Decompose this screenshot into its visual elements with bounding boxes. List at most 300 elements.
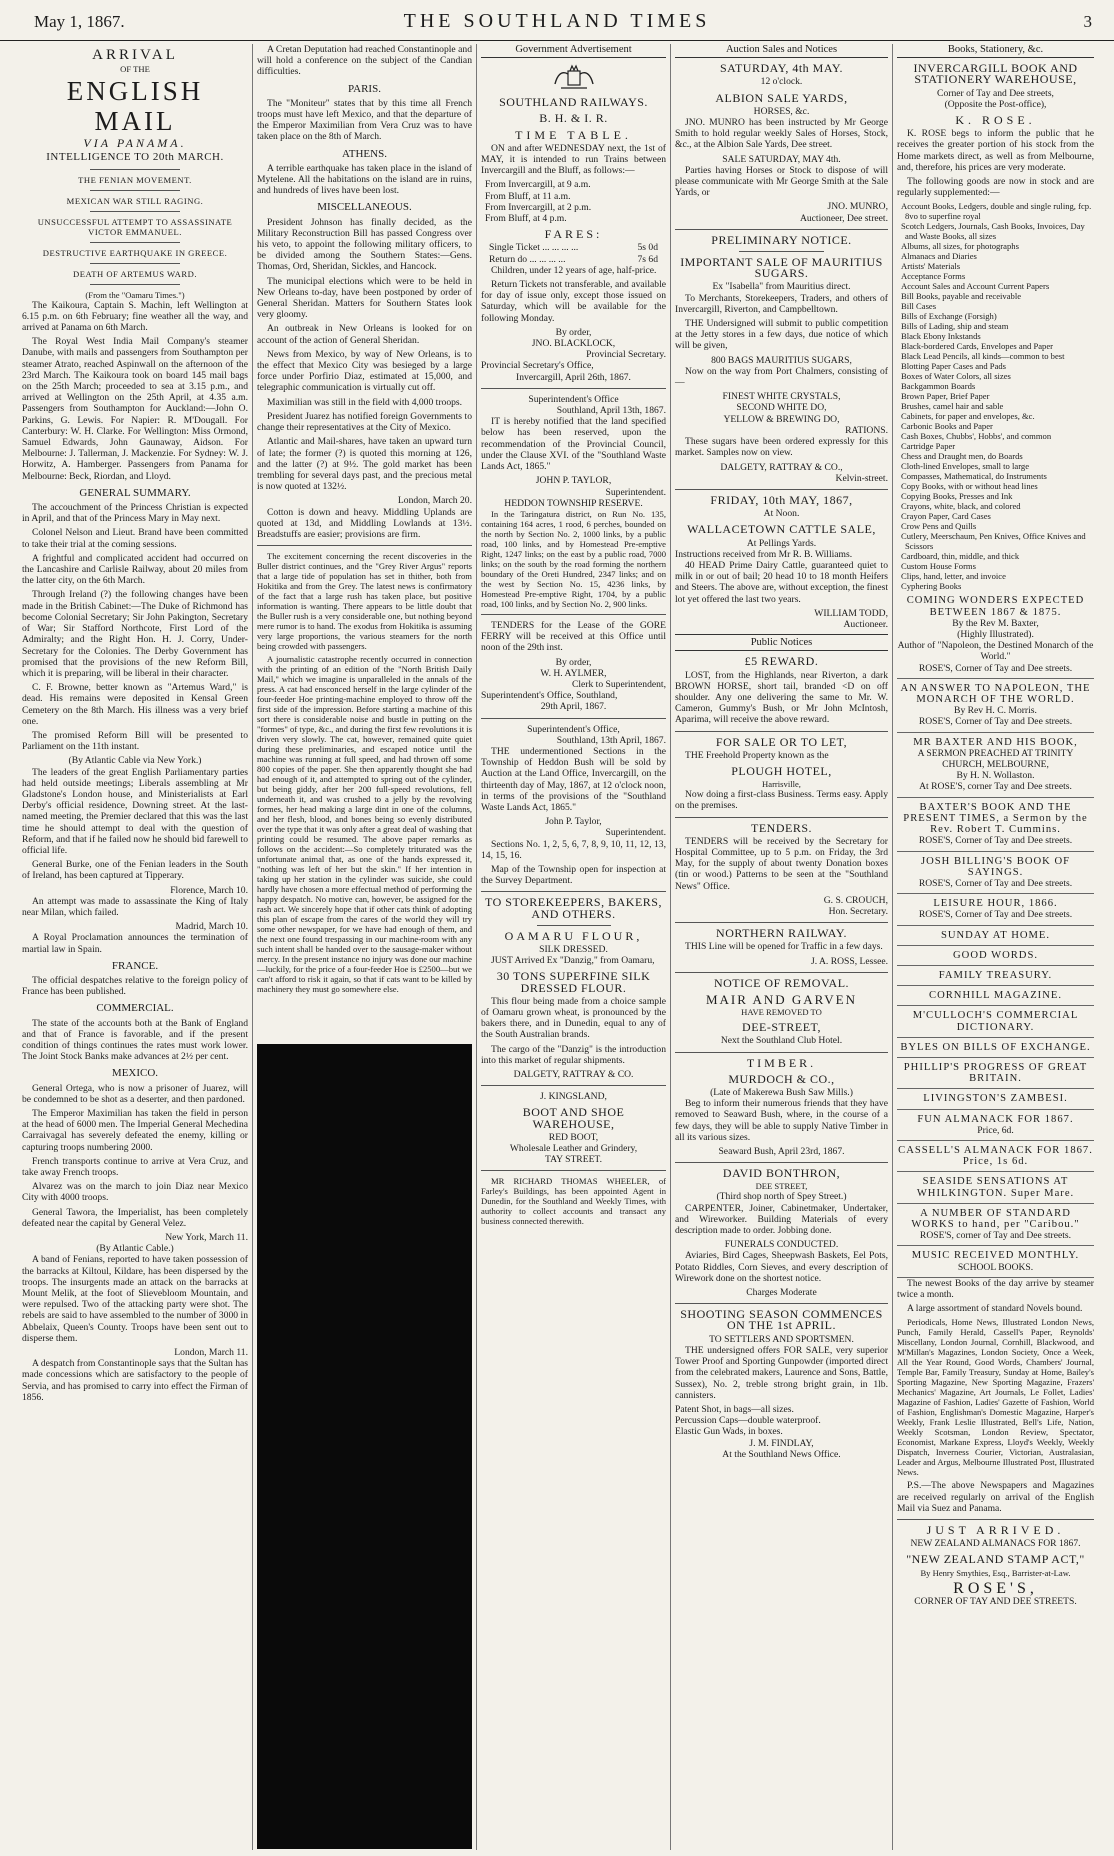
signature-title: Auctioneer, Dee street. — [799, 212, 888, 224]
signature-title: Provincial Secretary. — [586, 349, 666, 361]
settlers-sportsmen: TO SETTLERS AND SPORTSMEN. — [709, 1333, 854, 1345]
advertiser: DALGETY, RATTRAY & CO., — [720, 461, 843, 473]
bonthron-location: (Third shop north of Spey Street.) — [716, 1191, 847, 1203]
office-line: Superintendent's Office, Southland, — [481, 690, 618, 702]
horses-line: HORSES, &c. — [753, 105, 810, 117]
list-item: Brushes, camel hair and sable — [901, 401, 1004, 412]
notice-text: Aviaries, Bird Cages, Sheepwash Baskets, Eel Pots, Potato Riddles, Corn Sieves, and every description of Wirework done on the shortest notice. — [675, 1250, 888, 1284]
article-paragraph: A terrible earthquake has taken place in the island of Mytelene. All the habitations on the island are in ruins, and hundreds of lives have been lost. — [257, 162, 472, 197]
article-paragraph: President Juarez has notified foreign Governments to change their representatives at the City of Mexico. — [257, 410, 472, 434]
book-ad-title: SEASIDE SENSATIONS AT WHILKINGTON. Super Mare. — [916, 1176, 1075, 1199]
divider — [481, 614, 666, 615]
article-paragraph: An outbreak in New Orleans is looked for on account of the action of General Sheridan. — [257, 323, 472, 346]
item-line: Percussion Caps—double waterproof. — [675, 1415, 821, 1427]
signature-title: Auctioneer. — [843, 618, 888, 630]
notice-text: ON and after WEDNESDAY next, the 1st of MAY, it is intended to run Trains between Invercargill and the Bluff, as follows:— — [481, 142, 666, 177]
book-ad-title: FUN ALMANACK FOR 1867. — [917, 1113, 1074, 1125]
book-ad-author: By H. N. Wollaston. — [956, 770, 1035, 782]
signature: J. M. FINDLAY, — [749, 1437, 814, 1449]
book-ad — [897, 591, 1094, 678]
mair-garven: MAIR AND GARVEN — [705, 992, 858, 1008]
article-paragraph: Through Ireland (?) the following changes have been made in the British Cabinet:—The Duke of Richmond has become Colonial Secretary; Sir John Pakington, Secretary of War; Sir Stafford Northcote, First Lord of the Admiralty; and the Right Hon. H. J. Corry, Under-Secretary for the Colonies. The Derby Government has promised that the provisions of the new Reform Bill, which it is preparing, will be liberal in their character. — [22, 589, 248, 679]
list-item: Cyphering Books — [901, 581, 962, 592]
silk-dressed: SILK DRESSED. — [539, 943, 608, 955]
book-ad-store: ROSE'S, corner of Tay and Dee streets. — [919, 1230, 1072, 1242]
article-paragraph: A despatch from Constantinople says that the Sultan has made concessions which are satisfactory to the people of Servia, and has promised to carry into effect the Firman of 1856. — [22, 1358, 248, 1403]
book-ad-title: LIVINGSTON'S ZAMBESI. — [923, 1093, 1068, 1105]
list-item: Account Books, Ledgers, double and single ruling, fcp. 8vo to superfine royal — [901, 201, 1092, 222]
list-item: Cash Boxes, Chubbs', Hobbs', and common — [901, 431, 1052, 442]
article-paragraph: The Emperor Maximilian has taken the field in person at the head of 6000 men. The Imperial General Mechedina Carraivagal has severely defeated the enemy, killing or capturing troops numbering 2000. — [22, 1108, 248, 1153]
book-ad-store: ROSE'S, Corner of Tay and Dee streets. — [918, 877, 1073, 889]
list-item: Cardboard, thin, middle, and thick — [901, 551, 1020, 562]
office-date: Invercargill, April 26th, 1867. — [516, 371, 631, 383]
section-france: FRANCE. — [111, 959, 159, 972]
list-item: Boxes of Water Colors, all sizes — [901, 371, 1011, 382]
book-ad — [897, 946, 1094, 966]
article-paragraph: The Kaikoura, Captain S. Machin, left Wellington at 6.15 p.m. on 6th February; fine weather all the way, and arrived at Panama on 6th March. — [22, 299, 248, 334]
article-paragraph: The excitement concerning the recent discoveries in the Buller district continues, and the "Grey River Argus" reports that a large tide of population has set in thither, both from Hokitika and from the Grey. The latest news is confirmatory of the fact that a large rush has taken place, but positive information is wanting. There appears to be little doubt that the Buller rush is a very considerable one, but nothing beyond mere rumor is to hand. The exodus from Hokitika is assuming very large proportions, the various steamers for the north being crowded with passengers. — [257, 551, 472, 652]
notice-text: Map of the Township open for inspection at the Survey Department. — [481, 863, 666, 887]
by-order: By order, — [555, 656, 592, 668]
notice-text: To Merchants, Storekeepers, Traders, and others of Invercargill, Riverton, and Campbelltown. — [675, 292, 888, 315]
for-sale-heading: FOR SALE OR TO LET, — [715, 734, 848, 749]
headline-intelligence: INTELLIGENCE TO 20th MARCH. — [46, 151, 224, 164]
book-ad-title: LEISURE HOUR, 1866. — [933, 898, 1058, 910]
book-ad-title: BYLES ON BILLS OF EXCHANGE. — [900, 1041, 1091, 1053]
list-item: Crow Pens and Quills — [901, 521, 977, 532]
divider — [481, 1085, 666, 1086]
book-ad-store: ROSE'S, Corner of Tay and Dee streets. — [918, 909, 1073, 921]
fare-row — [481, 254, 666, 265]
signature: J. A. ROSS, Lessee. — [810, 955, 888, 967]
divider — [537, 925, 611, 926]
divider — [675, 489, 888, 490]
advertiser-address: Kelvin-street. — [835, 472, 888, 484]
article-paragraph: General Tawora, the Imperialist, has been completely defeated near the capital by General Velez. — [22, 1206, 248, 1229]
article-paragraph: Colonel Nelson and Lieut. Brand have been committed to take their trial at the coming sessions. — [22, 527, 248, 550]
book-ad — [897, 894, 1094, 925]
headline-earthquake: DESTRUCTIVE EARTHQUAKE IN GREECE. — [42, 247, 228, 258]
book-ad-store: ROSE'S, Corner of Tay and Dee streets. — [918, 662, 1073, 674]
book-ad-title: BAXTER'S BOOK AND THE PRESENT TIMES, a Sermon by the Rev. Robert T. Cummins. — [903, 801, 1088, 836]
divider — [257, 545, 472, 546]
dateline: London, March 11. — [174, 1347, 248, 1359]
item-line: Patent Shot, in bags—all sizes. — [675, 1403, 794, 1415]
fare-label: Return do ... ... ... ... — [489, 253, 566, 265]
column-heading: Government Advertisement — [481, 44, 666, 58]
divider — [90, 263, 180, 264]
fares-title: FARES: — [544, 227, 603, 242]
notice-text: 40 HEAD Prime Dairy Cattle, guaranteed quiet to milk in or out of bail; 20 head 10 to 18 month Heifers and Steers. The above are, without exception, the finest lot yet offered the last two years. — [675, 559, 888, 605]
pellings-yards: At Pellings Yards. — [746, 537, 817, 549]
charges: Charges Moderate — [746, 1287, 817, 1299]
book-ad-title: CORNHILL MAGAZINE. — [929, 990, 1062, 1002]
article-paragraph: Atlantic and Mail-shares, have taken an upward turn of late; the former (?) is quoted this morning at 126, and the latter (?) at 9½. The gold market has been trembling for several days past, and the precious metal is now quoted at 132½. — [257, 436, 472, 493]
book-ad-note: A SERMON PREACHED AT TRINITY CHURCH, MELBOURNE, — [917, 747, 1074, 771]
book-ad-title: SUNDAY AT HOME. — [940, 929, 1051, 941]
northern-railway: NORTHERN RAILWAY. — [716, 926, 847, 941]
book-ad-price: Price, 6d. — [977, 1124, 1014, 1136]
page-number: 3 — [1083, 12, 1092, 31]
stock-list — [897, 201, 1094, 591]
divider — [739, 251, 824, 252]
list-item: Backgammon Boards — [901, 381, 976, 392]
column-heading: Books, Stationery, &c. — [897, 44, 1094, 58]
section-commercial: COMMERCIAL. — [96, 1002, 174, 1015]
book-ad-store: ROSE'S, Corner of Tay and Dee streets. — [918, 835, 1073, 847]
damaged-area — [257, 1044, 472, 1849]
book-ad-title: PHILLIP'S PROGRESS OF GREAT BRITAIN. — [903, 1061, 1088, 1085]
office-date: 29th April, 1867. — [540, 701, 607, 713]
heddon-reserve-title: HEDDON TOWNSHIP RESERVE. — [504, 497, 643, 509]
article-paragraph: A band of Fenians, reported to have taken possession of the barracks at Kiltoul, Kildare, has been dispersed by the troops. The insurgents made an attack on the barracks at Mount Melik, at the foot of Slievebloom Mountain, and were repulsed. Two of the attacking party were shot. The rebels are said to have assembled to the number of 3000 in Abbelaix, Queen's County. Troops have been sent out to disperse them. — [22, 1254, 248, 1344]
signature-title: Superintendent. — [605, 827, 666, 839]
signature-title: At the Southland News Office. — [722, 1448, 841, 1460]
article-paragraph: The state of the accounts both at the Bank of England and that of France is favorable, and if the present condition of things continues the rates must work lower. The Joint Stock Banks make advances at 2½ per cent. — [22, 1017, 248, 1063]
list-item: Clips, hand, letter, and invoice — [901, 571, 1006, 582]
book-ad-author: By Rev H. C. Morris. — [954, 705, 1037, 717]
cattle-sale: WALLACETOWN CATTLE SALE, — [687, 522, 876, 537]
book-ad — [897, 1110, 1094, 1141]
royal-crest-icon — [551, 62, 597, 92]
article-paragraph: General Ortega, who is now a prisoner of Juarez, will be condemned to be shot as a deserter, and then pardoned. — [22, 1082, 248, 1105]
list-item: Crayons, white, black, and colored — [901, 501, 1021, 512]
list-item: Bills of Exchange (Forsigh) — [901, 311, 997, 322]
storekeepers-heading: TO STOREKEEPERS, BAKERS, AND OTHERS. — [485, 895, 662, 921]
book-ad — [897, 1058, 1094, 1089]
signature: G. S. CROUCH, — [823, 894, 888, 906]
dateline: Madrid, March 10. — [175, 921, 248, 933]
office-line: Superintendent's Office — [528, 393, 619, 405]
reward-heading: £5 REWARD. — [744, 654, 819, 669]
divider — [675, 1052, 888, 1053]
notice-text: THE undersigned offers FOR SALE, very superior Tower Proof and Sporting Gunpowder (imported direct from the celebrated makers, Laurence and Sons, Battle, Sussex), No. 2, treble strong bright grain, in 1lb. cannisters. — [675, 1344, 888, 1401]
preliminary-notice: PRELIMINARY NOTICE. — [711, 232, 852, 247]
auction-date: SATURDAY, 4th MAY. — [719, 61, 844, 76]
list-item: Bill Books, payable and receivable — [901, 291, 1022, 302]
notice-text: THE Undersigned will submit to public competition at the Jetty stores in a few days, due notice of which will be given, — [675, 318, 888, 352]
divider — [481, 388, 666, 389]
book-ad — [897, 1006, 1094, 1037]
article-paragraph: Maximilian was still in the field with 4,000 troops. — [267, 396, 463, 408]
tons-heading: 30 TONS SUPERFINE SILK DRESSED FLOUR. — [496, 969, 651, 995]
signature: JOHN P. TAYLOR, — [535, 475, 612, 487]
removal-notice: NOTICE OF REMOVAL. — [713, 975, 850, 990]
book-ad-title: CASSELL'S ALMANACK FOR 1867. Price, 1s 6d. — [898, 1144, 1093, 1168]
signature-title: Hon. Secretary. — [828, 906, 888, 917]
tay-street: TAY STREET. — [545, 1154, 602, 1166]
dateline: London, March 20. — [397, 495, 472, 507]
section-general-summary: GENERAL SUMMARY. — [79, 486, 191, 499]
warehouse-opposite: (Opposite the Post-office), — [944, 98, 1047, 110]
office-line: Provincial Secretary's Office, — [481, 360, 594, 372]
notice-text: Children, under 12 years of age, half-price. — [491, 264, 657, 276]
removed-to: HAVE REMOVED TO — [741, 1007, 822, 1018]
list-item: Cabinets, for paper and envelopes, &c. — [901, 411, 1035, 422]
list-item: Black Ebony Inkstands — [901, 331, 981, 342]
notice-text: Now doing a first-class Business. Terms easy. Apply on the premises. — [675, 789, 888, 812]
book-ad-note: SCHOOL BOOKS. — [957, 1261, 1034, 1273]
column-english-mail — [18, 44, 252, 1850]
fare-row — [481, 242, 666, 253]
train-item: From Invercargill, at 9 a.m. — [485, 179, 591, 191]
list-item: Scotch Ledgers, Journals, Cash Books, Invoices, Day and Waste Books, all sizes — [901, 221, 1085, 242]
list-item: Blotting Paper Cases and Pads — [901, 361, 1007, 372]
list-item: Crayon Paper, Card Cases — [901, 511, 991, 522]
time-table-title: TIME TABLE. — [515, 127, 632, 142]
advertiser: J. KINGSLAND, — [540, 1091, 607, 1103]
section-paris: PARIS. — [348, 82, 381, 95]
notice-text: A large assortment of standard Novels bound. — [907, 1303, 1083, 1315]
oamaru-flour-heading: OAMARU FLOUR, — [504, 928, 643, 943]
rose-name: K. ROSE. — [955, 113, 1036, 128]
just-arrived: JUST ARRIVED. — [926, 1523, 1065, 1537]
headline-artemus-ward: DEATH OF ARTEMUS WARD. — [73, 268, 197, 279]
fare-value: 7s 6d — [637, 253, 658, 265]
list-item: Acceptance Forms — [901, 271, 966, 282]
by-order: By order, — [555, 326, 592, 338]
item-line: Elastic Gun Wads, in boxes. — [675, 1426, 783, 1438]
article-paragraph: President Johnson has finally decided, as the Military Reconstruction Bill has passed Congress over his veto, to appoint the following military officers, to be divided among the Southern States:—Gens. Thomas, Ord, Sheridan, Sickles, and Hancock. — [257, 216, 472, 273]
auction-time: 12 o'clock. — [760, 76, 803, 88]
office-date: Southland, April 13th, 1867. — [556, 405, 666, 417]
divider — [481, 891, 666, 892]
notice-text: Return Tickets not transferable, and available for day of issue only, except those issued on Saturday, which will be available for the following Monday. — [481, 279, 666, 324]
public-notices-heading: Public Notices — [675, 634, 888, 651]
notice-text: P.S.—The above Newspapers and Magazines are received regularly on arrival of the English Mail via Suez and Panama. — [897, 1480, 1094, 1514]
signature: John P. Taylor, — [545, 816, 602, 828]
article-paragraph: A frightful and complicated accident had occurred on the Lancashire and Carlisle Railway, about 20 miles from the latter city, on the 6th March. — [22, 552, 248, 587]
list-item: Chess and Draught men, do Boards — [901, 451, 1023, 462]
divider — [675, 922, 888, 923]
article-paragraph: The promised Reform Bill will be presented to Parliament on the 11th instant. — [22, 729, 248, 753]
office-date: Southland, 13th April, 1867. — [556, 734, 666, 746]
notice-text: THE undermentioned Sections in the Township of Heddon Bush will be sold by Auction at the Land Office, Invercargill, on the thirteenth day of May, 1867, at 12 o'clock noon, in terms of the provisions of the "Southland Waste Lands Act, 1865." — [481, 745, 666, 813]
headline-fenian: THE FENIAN MOVEMENT. — [78, 174, 192, 185]
notice-text: IT is hereby notified that the land specified below has been reserved, upon the recommendation of the Provincial Council, under the Clause XVI. of the "Southland Waste Lands Act, 1865." — [481, 416, 666, 473]
bags-line: 800 BAGS MAURITIUS SUGARS, — [711, 354, 852, 366]
column-auctions — [670, 44, 892, 1850]
book-ad — [897, 986, 1094, 1006]
list-item: Copy Books, with or without head lines — [901, 481, 1038, 492]
list-item: Black-bordered Cards, Envelopes and Paper — [901, 341, 1054, 352]
auction-time: At Noon. — [763, 508, 800, 520]
column-heading: Auction Sales and Notices — [675, 44, 888, 58]
article-paragraph: The municipal elections which were to be held in New Orleans to-day, have been postponed by order of General Sheridan. Matters for Southern States look very gloomy. — [257, 275, 472, 321]
divider — [481, 718, 666, 719]
book-ad — [897, 852, 1094, 895]
signature-title: Clerk to Superintendent, — [571, 678, 666, 690]
notice-text: The cargo of the "Danzig" is the introduction into this market of regular shipments. — [481, 1043, 666, 1066]
tenders-heading: TENDERS. — [751, 820, 812, 835]
cable-note: (By Atlantic Cable.) — [96, 1243, 174, 1255]
roses-address: CORNER OF TAY AND DEE STREETS. — [914, 1595, 1077, 1607]
newspaper-title: THE SOUTHLAND TIMES — [403, 10, 711, 32]
book-ad-title: MUSIC RECEIVED MONTHLY. — [911, 1250, 1080, 1262]
notice-date: Seaward Bush, April 23rd, 1867. — [718, 1146, 845, 1158]
book-ad-title: MR BAXTER AND HIS BOOK, — [913, 736, 1078, 748]
article-paragraph: Cotton is down and heavy. Middling Uplands are quoted at 13d, and Middling Lowlands at 13½. Breadstuffs are easier; provisions are firm. — [257, 506, 472, 540]
list-item: Cartridge Paper — [901, 441, 956, 452]
article-paragraph: C. F. Browne, better known as "Artemus Ward," is dead. His remains were deposited in Kensal Green Cemetery on the 8th March. His illness was a very brief one. — [22, 682, 248, 727]
boot-shoe-heading: BOOT AND SHOE WAREHOUSE, — [522, 1105, 625, 1131]
late-of: (Late of Makerewa Bush Saw Mills.) — [710, 1087, 853, 1099]
bonthron-street: DEE STREET, — [755, 1181, 808, 1192]
stamp-act-author: By Henry Smythies, Esq., Barrister-at-Law. — [920, 1567, 1071, 1578]
heading-via-panama: VIA PANAMA. — [83, 136, 187, 151]
divider — [675, 731, 888, 732]
red-boot: RED BOOT, — [548, 1131, 599, 1143]
divider — [675, 1303, 888, 1304]
bonthron: DAVID BONTHRON, — [722, 1166, 841, 1181]
masthead — [0, 0, 1114, 41]
signature: W. H. AYLMER, — [540, 667, 607, 679]
notice-text: The newest Books of the day arrive by steamer twice a month. — [897, 1277, 1094, 1300]
headline-assassinate: UNSUCCESSFUL ATTEMPT TO ASSASSINATE VICTOR EMMANUEL. — [37, 216, 233, 237]
notice-text: In the Taringatura district, on Run No. 135, containing 164 acres, 1 rood, 6 perches, bounded on the north by Section No. 2, 1000 links, by a public road, 100 links, and by Homestead Pre-emptive Right, 1247 links; on the east by a public road, 7000 links; on the south by the road forming the northern boundary of the Oreti Hundred, 2347 links; and on the west by Section No. 15, 4236 links, by Homestead Pre-emptive Right, 1704, by a public road, 100 links, and by Section No. 2, 900 links. — [481, 508, 666, 609]
signature-title: Superintendent. — [605, 486, 666, 498]
wholesale-line: Wholesale Leather and Grindery, — [509, 1143, 638, 1155]
notice-text: This flour being made from a choice sample of Oamaru grown wheat, is pronounced by the bakers there, and in Dunedin, equal to any of the South Australian brands. — [481, 995, 666, 1041]
harrisville: Harrisville, — [762, 779, 801, 790]
funerals: FUNERALS CONDUCTED. — [724, 1239, 839, 1251]
list-item: Brown Paper, Brief Paper — [901, 391, 990, 402]
roses-name: ROSE'S, — [953, 1579, 1038, 1597]
list-item: Almanacs and Diaries — [901, 251, 977, 262]
signature: JNO. MUNRO, — [827, 201, 888, 213]
notice-text: Now on the way from Port Chalmers, consisting of— — [675, 365, 888, 389]
notice-text: LOST, from the Highlands, near Riverton, a dark BROWN HORSE, short tail, branded <D on off shoulder. Any one delivering the same to Mr. W. Cameron, Gummy's Bush, or Mr John McIntosh, Aparima, will receive the above reward. — [675, 669, 888, 726]
divider — [90, 242, 180, 243]
article-paragraph: The "Moniteur" states that by this time all French troops must have left Mexico, and that the departure of the Emperor Maximilian from Vera Cruz was to have taken place on the 8th of March. — [257, 97, 472, 143]
book-ad — [897, 798, 1094, 852]
book-ad-title: COMING WONDERS EXPECTED BETWEEN 1867 & 1875. — [906, 595, 1085, 618]
notice-text: Parties having Horses or Stock to dispose of will please communicate with Mr George Smith at the Sale Yards, or — [675, 164, 888, 199]
albion-yards: ALBION SALE YARDS, — [715, 90, 848, 105]
next-to-club: Next the Southland Club Hotel. — [720, 1035, 843, 1047]
notice-text: JNO. MUNRO has been instructed by Mr George Smith to hold regular weekly Sales of Horses, Stock, &c., at the Albion Sale Yards, Dee street. — [675, 117, 888, 151]
book-ad-title: GOOD WORDS. — [953, 949, 1038, 961]
book-ad-title: M'CULLOCH'S COMMERCIAL DICTIONARY. — [912, 1010, 1079, 1033]
list-item: Bills of Lading, ship and steam — [901, 321, 1009, 332]
divider — [481, 1170, 666, 1171]
list-item: Copying Books, Presses and Ink — [901, 491, 1013, 502]
article-paragraph: French transports continue to arrive at Vera Cruz, and take away French troops. — [22, 1155, 248, 1179]
divider — [675, 972, 888, 973]
notice-text: TENDERS for the Lease of the GORE FERRY will be received at this Office until noon of the 29th inst. — [481, 619, 666, 654]
article-paragraph: General Burke, one of the Fenian leaders in the South of Ireland, has been captured at Tipperary. — [22, 859, 248, 882]
list-item: Artists' Materials — [901, 261, 961, 272]
notice-text: TENDERS will be received by the Secretary for Hospital Committee, up to 5 p.m. on Friday, the 3rd May, for the supply of about twenty Donation boxes (tin or wood.) Patterns to be seen at the "Southland News" Office. — [675, 835, 888, 892]
section-mexico: MEXICO. — [111, 1067, 159, 1080]
column-books — [892, 44, 1098, 1850]
book-ad — [897, 966, 1094, 986]
notice-text: K. ROSE begs to inform the public that he receives the greater portion of his stock from the Home markets direct, as well as from Melbourne, and, therefore, his prices are very moderate. — [897, 128, 1094, 173]
southland-railways: SOUTHLAND RAILWAYS. — [499, 95, 648, 110]
notice-text: JUST Arrived Ex "Danzig," from Oamaru, — [491, 955, 655, 967]
book-ad — [897, 679, 1094, 733]
article-paragraph: Alvarez was on the march to join Diaz near Mexico City with 4000 troops. — [22, 1181, 248, 1204]
list-item: Cutlery, Meerschaum, Pen Knives, Office Knives and Scissors — [901, 531, 1086, 552]
book-ad-title: A NUMBER OF STANDARD WORKS to hand, per "Caribou." — [911, 1207, 1080, 1230]
list-item: Compasses, Mathematical, do Instruments — [901, 471, 1047, 482]
heading-english-mail: ENGLISH MAIL — [66, 76, 204, 137]
sugar-item: FINEST WHITE CRYSTALS, — [722, 391, 841, 403]
article-paragraph: A journalistic catastrophe recently occurred in connection with the printing of an edition of the "North British Daily Mail," which we imagine is unparalleled in the annals of the press. A cat had ensconced herself in the large cylinder of the four-feeder Hoe printing-machine employed to throw off the first side of the impression. Before starting a machine of this sort there is considerable noise and bustle in putting on the "formes" of type, &c., and during the first few revolutions it is driven very slowly. The cat, however, remained quite quiet during these preliminaries, and escaped notice until the machine was running at full speed, and had thrown off some 800 copies of the paper. She then apparently thought she had had enough of it, and attempted to spring out of the cylinder, but being giddy, after her 200 full-speed revolutions, fell underneath it, and was crushed to a jelly by the revolving formes, her head making a large dint in one of the columns, and her flesh, blood, and bones being so evenly distributed over the type that it was only after a great deal of washing that printing could be resumed. The above paper remarks as follows on the accident:—So completely triturated was the unfortunate animal that, as one of the hands expressed it, "nothing was left of her but the skin." If her intention in taking up her station in the cylinder was suicide, she could hardly have chosen a more effectual method of performing the happy despatch. No motive can, however, be assigned for the rash act. We sincerely hope that if other cats think of adopting this plan of escape from the cares of the world they will try some other newspaper, for we have had enough of them, and the next one found trespassing in our machine-room with any such intent shall be handed over to the sausage-maker without mercy. In the present instance no injury was done our machine—luckily, for the price of a four-feeder Hoe is £2500—but we can't afford to risk it again, so that if cats want to be killed by machinery they must go somewhere else. — [257, 654, 472, 995]
office-line: Superintendent's Office, — [527, 723, 620, 735]
book-ad-author: By the Rev M. Baxter, — [952, 617, 1039, 629]
section-miscellaneous: MISCELLANEOUS. — [317, 201, 412, 214]
book-ad — [897, 1038, 1094, 1058]
book-ad — [897, 733, 1094, 798]
divider — [90, 169, 180, 170]
article-paragraph: The official despatches relative to the foreign policy of France has been published. — [22, 974, 248, 998]
divider — [90, 284, 180, 285]
book-ad — [897, 1141, 1094, 1172]
train-list — [481, 179, 666, 224]
book-ad-store: At ROSE'S, corner Tay and Dee streets. — [919, 781, 1072, 793]
warehouse-address: Corner of Tay and Dee streets, — [937, 87, 1054, 99]
book-ad-note: Author of "Napoleon, the Destined Monarch of the World." — [897, 640, 1094, 663]
heading-of-the: OF THE — [120, 64, 150, 75]
section-athens: ATHENS. — [342, 147, 387, 160]
book-ad — [897, 926, 1094, 946]
article-paragraph: The accouchment of the Princess Christian is expected in April, and that of the Princess Mary in May next. — [22, 502, 248, 525]
divider — [675, 229, 888, 230]
signature: WILLIAM TODD, — [814, 607, 888, 619]
sale-day: SALE SATURDAY, MAY 4th. — [722, 153, 841, 165]
list-item: Bill Cases — [901, 301, 937, 312]
fare-label: Single Ticket ... ... ... ... — [489, 242, 579, 254]
list-item: Albums, all sizes, for photographs — [901, 241, 1019, 252]
notice-text: Beg to inform their numerous friends that they have removed to Seaward Bush, where, in the course of a few days, they will be able to supply Native Timber in all its various sizes. — [675, 1098, 888, 1143]
notice-text: Periodicals, Home News, Illustrated London News, Punch, Family Herald, Cassell's Paper, Reynolds' Miscellany, London Journal, Cornhill, Blackwood, and M'Millan's Magazines, London Society, Once a Week, All the Year Round, Good Words, Chambers' Journal, Temple Bar, Family Treasury, Sunday at Home, Bailey's Sporting Magazine, New Sporting Magazine, Frazers' Mechanics' Magazine, Art Journals, Le Follet, Ladies' Magazine of Fashion, Ladies' Gazette of Fashion, World of Fashion, Englishman's Domestic Magazine, Harper's Weekly, Frank Leslie Illustrated, Bell's Life, Nation, Weekly Scotsman, London Review, Spectator, Economist, Markane Express, Lloyd's Weekly, Weekly Dispatch, Inverness Courier, Victorian, Australasian, Leader and Argus, Melbourne Illustrated Post, Illustrated News. — [897, 1317, 1094, 1478]
train-item: From Bluff, at 4 p.m. — [485, 213, 567, 225]
list-item: Cloth-lined Envelopes, small to large — [901, 461, 1030, 472]
book-ad — [897, 1172, 1094, 1203]
notice-text: CARPENTER, Joiner, Cabinetmaker, Undertaker, and Wireworker. Building Materials of every description made to order. Jobbing done. — [675, 1202, 888, 1237]
notice-text: THE Freehold Property known as the — [685, 749, 829, 761]
shooting-season: SHOOTING SEASON COMMENCES ON THE 1st APRIL. — [680, 1307, 883, 1333]
divider — [897, 1519, 1094, 1520]
advertiser: DALGETY, RATTRAY & CO. — [513, 1069, 634, 1081]
article-paragraph: The leaders of the great English Parliamentary parties had held outside meetings; Liberals assembling at Mr Gladstone's London house, and Ministerialists at Earl Derby's official residence, Downing street. At the last-named meeting, the Premier declared that this was the last time he should attempt to deal with the question of Reform, and that if he failed now he should bid farewell to official life. — [22, 766, 248, 856]
issue-date: May 1, 1867. — [34, 12, 125, 31]
book-ad — [897, 1246, 1094, 1277]
list-item: Custom House Forms — [901, 561, 976, 572]
murdoch-co: MURDOCH & CO., — [728, 1071, 835, 1086]
divider — [675, 1162, 888, 1163]
heading-arrival: ARRIVAL — [92, 47, 178, 63]
dateline: New York, March 11. — [165, 1232, 248, 1244]
article-paragraph: A Cretan Deputation had reached Constantinople and will hold a conference on the subject of the Candian difficulties. — [257, 44, 472, 78]
article-paragraph: A Royal Proclamation announces the termination of martial law in Spain. — [22, 932, 248, 955]
isabella-line: Ex "Isabella" from Mauritius direct. — [712, 281, 851, 293]
stamp-act: "NEW ZEALAND STAMP ACT," — [906, 1552, 1085, 1567]
book-ad-title: JOSH BILLING'S BOOK OF SAYINGS. — [921, 855, 1070, 878]
warehouse-title: INVERCARGILL BOOK AND STATIONERY WAREHOUSE, — [913, 61, 1078, 87]
mauritius-sale: IMPORTANT SALE OF MAURITIUS SUGARS. — [680, 255, 883, 281]
headline-mexican-war: MEXICAN WAR STILL RAGING. — [66, 195, 204, 206]
instructions-line: Instructions received from Mr R. B. Williams. — [675, 548, 853, 560]
notice-text: MR RICHARD THOMAS WHEELER, of Farley's Buildings, has been appointed Agent in Dunedin, for the Southland and Weekly Times, with authority to collect accounts and transact any business connected therewith. — [481, 1176, 666, 1227]
timber-heading: TIMBER. — [746, 1055, 817, 1070]
book-ad-note: (Highly Illustrated). — [957, 629, 1034, 641]
train-item: From Invercargill, at 2 p.m. — [485, 201, 592, 213]
signature: JNO. BLACKLOCK, — [531, 338, 616, 350]
article-paragraph: News from Mexico, by way of New Orleans, is to the effect that Mexico City was besieged by a large force under Porfirio Diaz, estimated at 15,000, and telegraphic communication is virtually cut off. — [257, 348, 472, 394]
